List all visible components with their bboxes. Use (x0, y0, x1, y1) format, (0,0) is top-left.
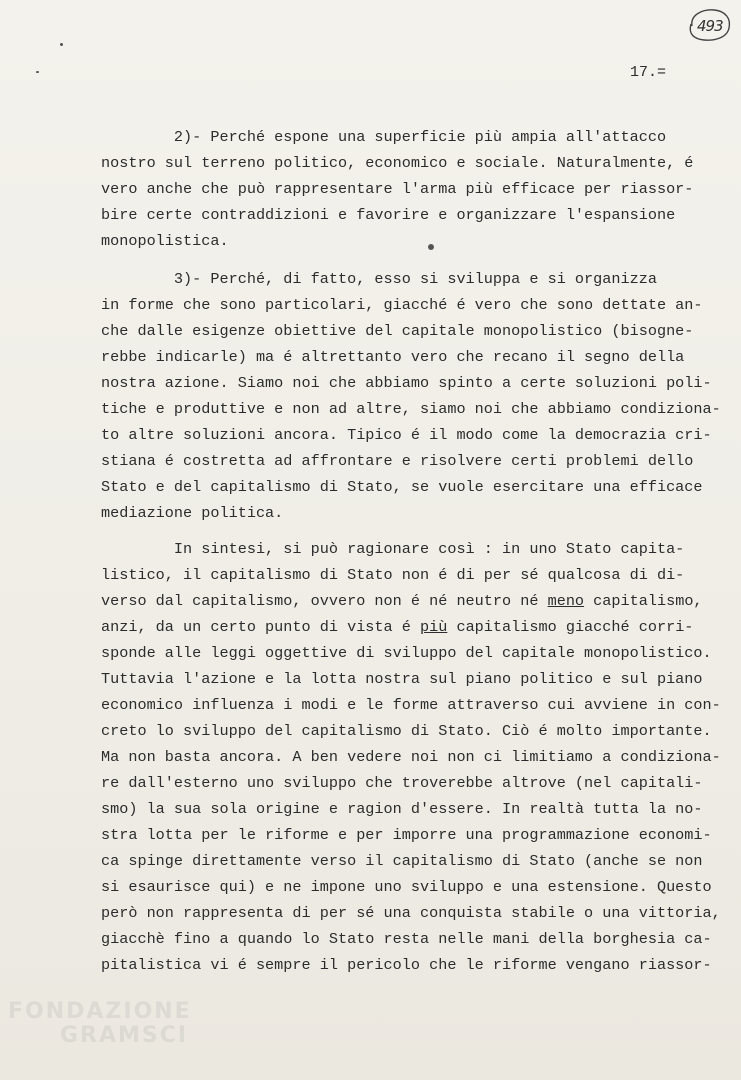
underlined-word: meno (547, 592, 585, 610)
text-line: ca spinge direttamente verso il capitalismo di Stato (anche se non (101, 852, 703, 870)
archive-number: 493 (697, 17, 723, 35)
ink-speck-icon (36, 71, 39, 73)
text-line: monopolistica. (101, 232, 229, 250)
text-line: in forme che sono particolari, giacché é vero che sono dettate an- (101, 296, 703, 314)
text-line: Ma non basta ancora. A ben vedere noi non ci limitiamo a condiziona- (101, 748, 721, 766)
text-line: mediazione politica. (101, 504, 284, 522)
text-line: verso dal capitalismo, ovvero non é né neutro né meno capitalismo, (101, 592, 703, 610)
text-line: listico, il capitalismo di Stato non é di per sé qualcosa di di- (101, 566, 685, 584)
paragraph-3 (101, 536, 721, 978)
page-number: 17.= (630, 64, 667, 81)
text-line: sponde alle leggi oggettive di sviluppo del capitale monopolistico. (101, 644, 712, 662)
text-line: vero anche che può rappresentare l'arma più efficace per riassor- (101, 180, 694, 198)
paragraph-1 (101, 124, 701, 254)
text-line: anzi, da un certo punto di vista é più capitalismo giacché corri- (101, 618, 694, 636)
text-line: re dall'esterno uno sviluppo che troverebbe altrove (nel capitali- (101, 774, 703, 792)
text-line: to altre soluzioni ancora. Tipico é il modo come la democrazia cri- (101, 426, 712, 444)
text-line: In sintesi, si può ragionare così : in uno Stato capita- (101, 540, 685, 558)
text-line: creto lo sviluppo del capitalismo di Stato. Ciò é molto importante. (101, 722, 712, 740)
watermark-logo (8, 1000, 192, 1048)
archive-number-stamp (684, 6, 734, 44)
text-line: tiche e produttive e non ad altre, siamo noi che abbiamo condiziona- (101, 400, 721, 418)
watermark-line: GRAMSCI (60, 1023, 189, 1048)
underlined-word: più (420, 618, 448, 636)
text-line: bire certe contraddizioni e favorire e organizzare l'espansione (101, 206, 676, 224)
ink-speck-icon (60, 43, 63, 46)
text-line: Stato e del capitalismo di Stato, se vuole esercitare una efficace (101, 478, 703, 496)
text-line: economico influenza i modi e le forme attraverso cui avviene in con- (101, 696, 721, 714)
text-line: 3)- Perché, di fatto, esso si sviluppa e si organizza (101, 270, 657, 288)
paragraph-2 (101, 266, 721, 526)
text-line: 2)- Perché espone una superficie più ampia all'attacco (101, 128, 667, 146)
text-line: Tuttavia l'azione e la lotta nostra sul piano politico e sul piano (101, 670, 703, 688)
text-line: che dalle esigenze obiettive del capitale monopolistico (bisogne- (101, 322, 694, 340)
text-line: nostra azione. Siamo noi che abbiamo spinto a certe soluzioni poli- (101, 374, 712, 392)
text-line: giacchè fino a quando lo Stato resta nelle mani della borghesia ca- (101, 930, 712, 948)
text-line: pitalistica vi é sempre il pericolo che le riforme vengano riassor- (101, 956, 712, 974)
text-line: smo) la sua sola origine e ragion d'essere. In realtà tutta la no- (101, 800, 703, 818)
text-line: rebbe indicarle) ma é altrettanto vero che recano il segno della (101, 348, 685, 366)
text-line: stra lotta per le riforme e per imporre una programmazione economi- (101, 826, 712, 844)
text-line: nostro sul terreno politico, economico e sociale. Naturalmente, é (101, 154, 694, 172)
text-line: stiana é costretta ad affrontare e risolvere certi problemi dello (101, 452, 694, 470)
watermark-line: FONDAZIONE (8, 999, 192, 1024)
text-line: si esaurisce qui) e ne impone uno sviluppo e una estensione. Questo (101, 878, 712, 896)
text-line: però non rappresenta di per sé una conquista stabile o una vittoria, (101, 904, 721, 922)
